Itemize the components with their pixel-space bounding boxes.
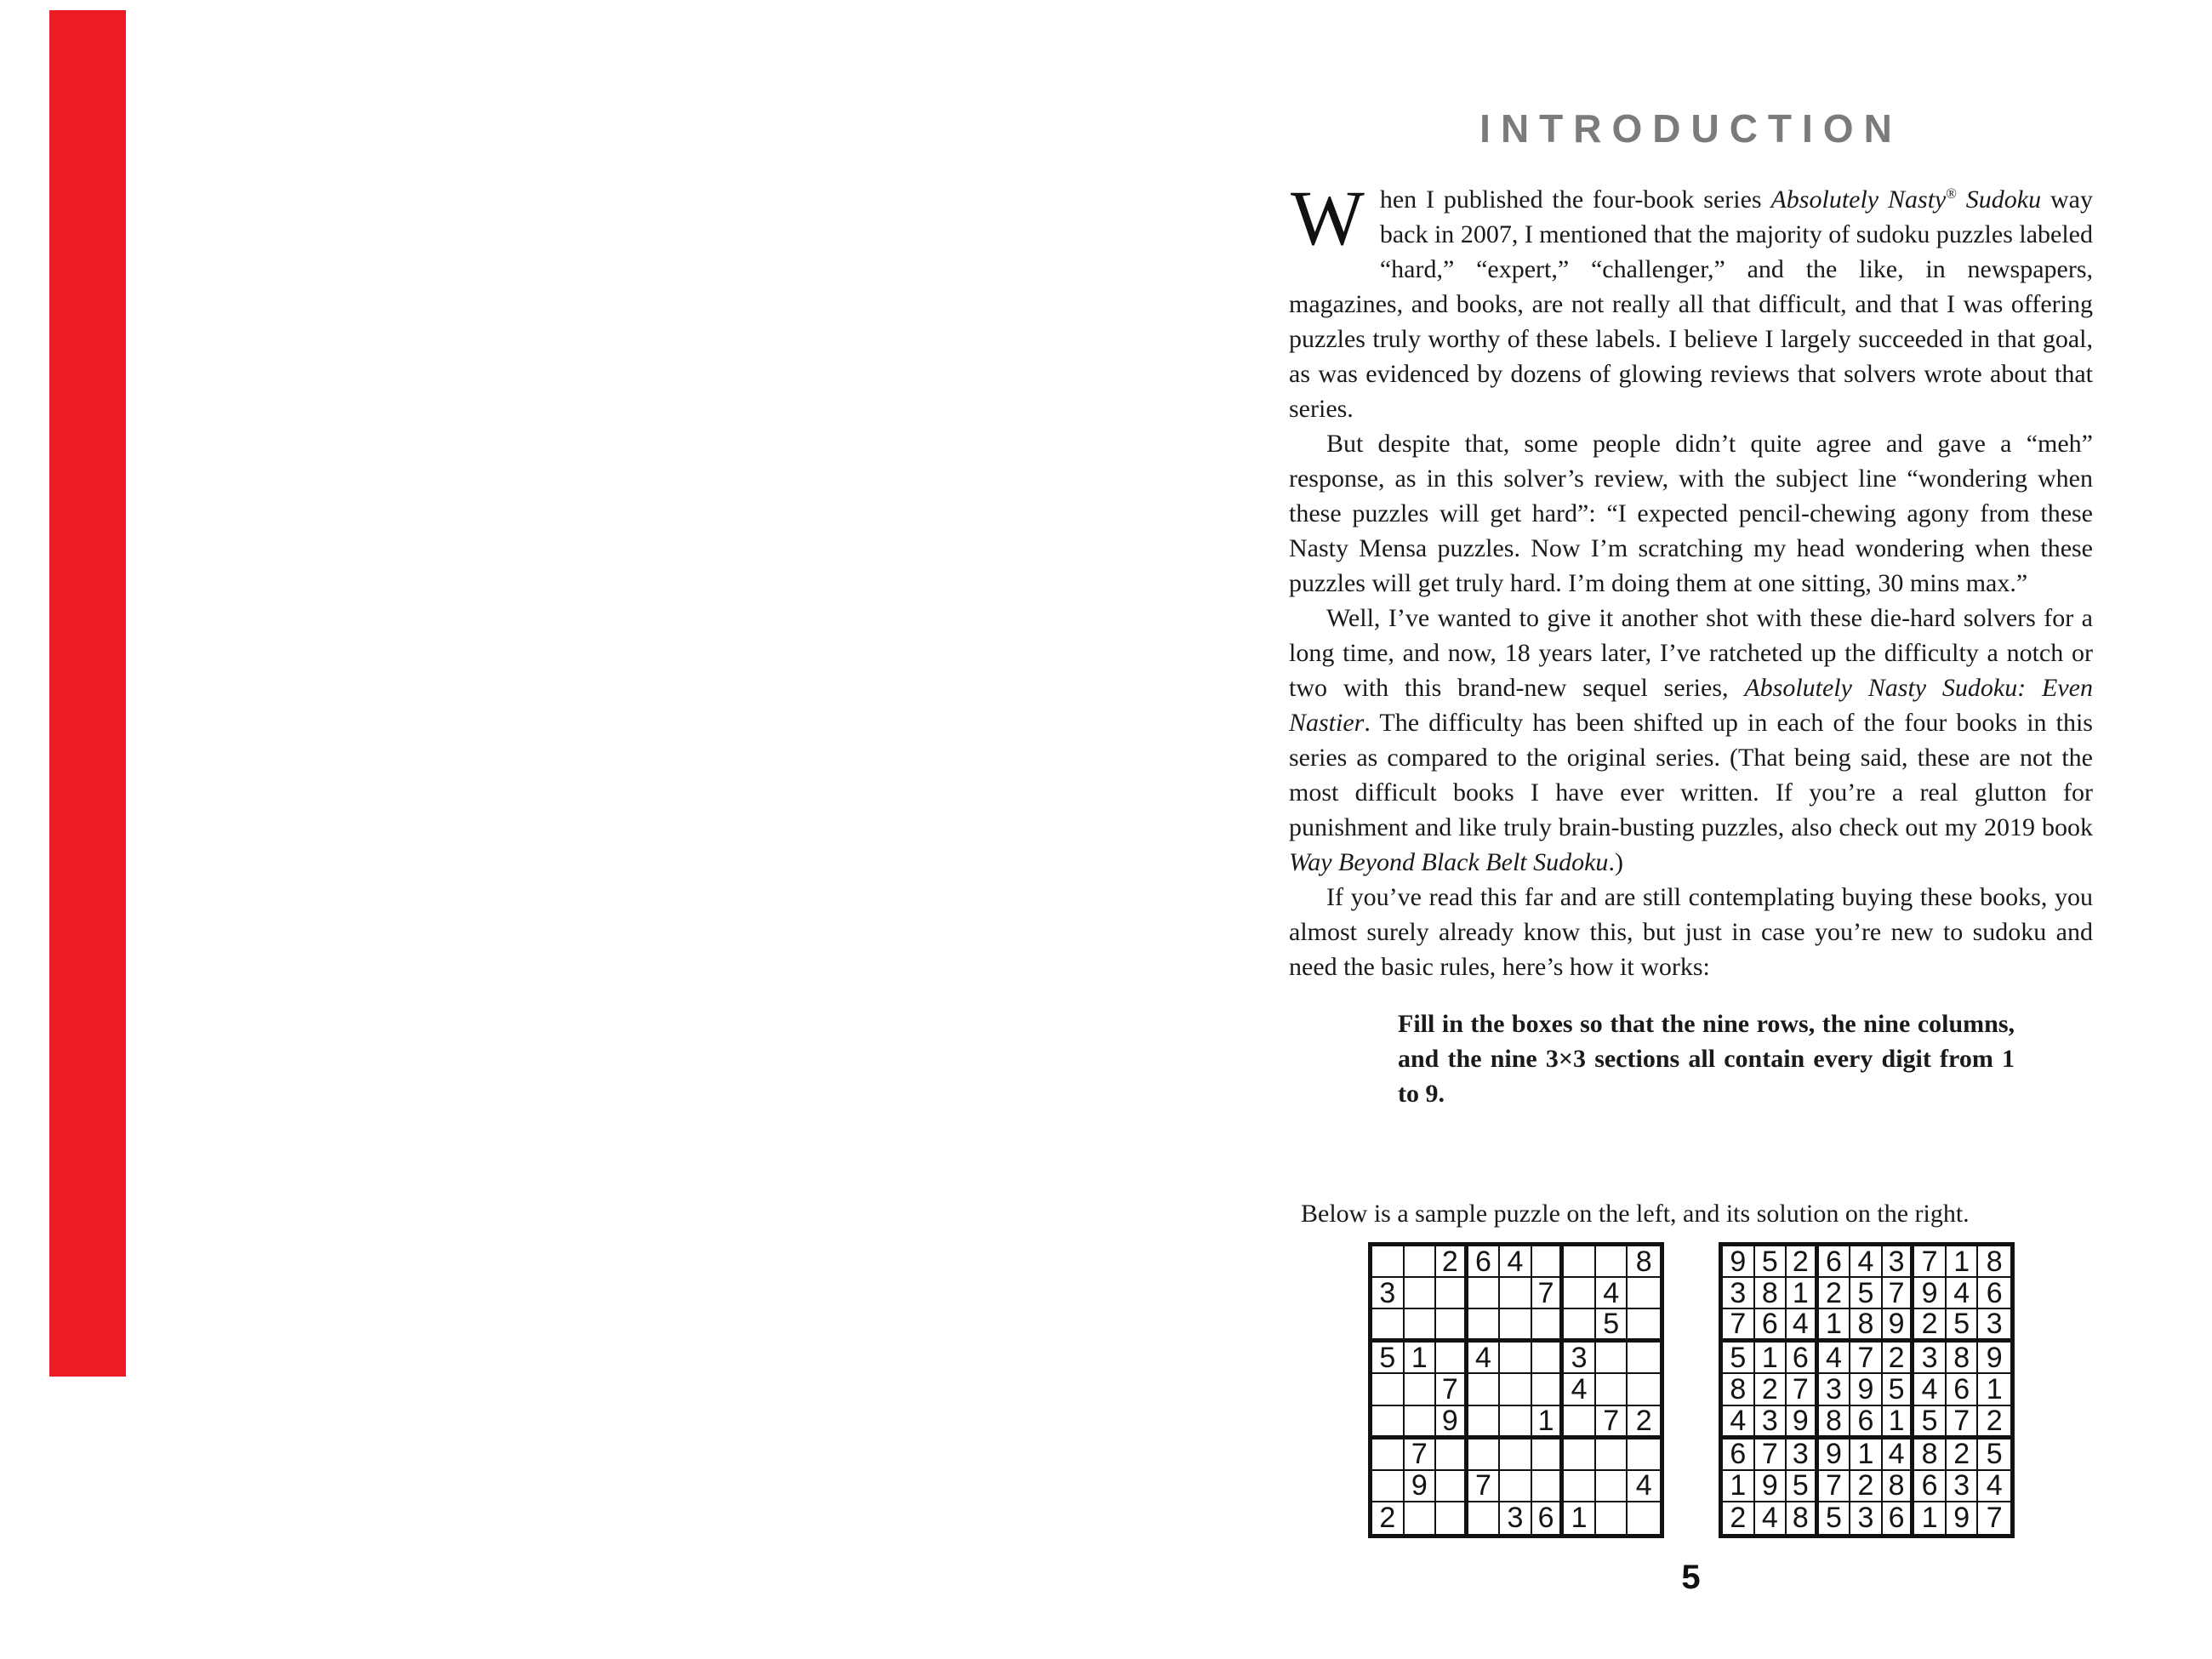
- grid-cell-empty: [1564, 1246, 1596, 1278]
- grid-cell-empty: [1532, 1343, 1565, 1374]
- grid-cell-filled: 3: [1883, 1246, 1915, 1278]
- grid-cell-empty: [1372, 1471, 1405, 1502]
- grid-cell-filled: 5: [1947, 1309, 1979, 1343]
- red-accent-bar: [49, 10, 126, 1377]
- grid-cell-filled: 3: [1947, 1471, 1979, 1502]
- grid-cell-filled: 6: [1819, 1246, 1851, 1278]
- grid-cell-filled: 4: [1596, 1278, 1628, 1309]
- paragraph-3: [1289, 601, 2093, 880]
- text-segment: Well, I’ve wanted to give it another shot with these die-hard solvers for a long time, and now, 18 years later, I’ve ratcheted up the difficulty a notch or two with this brand-new sequel series,: [1289, 604, 2093, 702]
- grid-cell-filled: 6: [1850, 1406, 1883, 1440]
- grid-cell-filled: 6: [1883, 1502, 1915, 1534]
- grid-cell-filled: 9: [1947, 1502, 1979, 1534]
- grid-cell-empty: [1468, 1309, 1501, 1343]
- grid-cell-filled: 9: [1405, 1471, 1437, 1502]
- grid-cell-filled: 9: [1883, 1309, 1915, 1343]
- grid-cell-filled: 5: [1787, 1471, 1819, 1502]
- grid-cell-filled: 1: [1914, 1502, 1947, 1534]
- grid-cell-filled: 2: [1723, 1502, 1755, 1534]
- grid-cell-filled: 8: [1628, 1246, 1660, 1278]
- grid-cell-filled: 7: [1850, 1343, 1883, 1374]
- grid-cell-filled: 8: [1755, 1278, 1787, 1309]
- grid-cell-filled: 4: [1850, 1246, 1883, 1278]
- grid-cell-filled: 4: [1914, 1374, 1947, 1405]
- grid-cell-filled: 7: [1596, 1406, 1628, 1440]
- grid-cell-empty: [1436, 1343, 1468, 1374]
- grid-cell-filled: 1: [1564, 1502, 1596, 1534]
- grid-cell-filled: 3: [1372, 1278, 1405, 1309]
- grid-cell-empty: [1628, 1343, 1660, 1374]
- grid-cell-filled: 5: [1723, 1343, 1755, 1374]
- grid-cell-filled: 6: [1978, 1278, 2010, 1309]
- grid-cell-filled: 7: [1883, 1278, 1915, 1309]
- text-segment: ®: [1946, 185, 1957, 202]
- grid-cell-filled: 1: [1883, 1406, 1915, 1440]
- grid-cell-empty: [1372, 1309, 1405, 1343]
- grid-cell-filled: 9: [1723, 1246, 1755, 1278]
- paragraph-2: [1289, 426, 2093, 601]
- grid-cell-filled: 1: [1755, 1343, 1787, 1374]
- grid-cell-filled: 7: [1986, 1502, 2003, 1535]
- grid-cell-empty: [1372, 1246, 1405, 1278]
- grid-cell-filled: 7: [1436, 1374, 1468, 1405]
- grid-cell-empty: [1564, 1440, 1596, 1471]
- grid-cell-filled: 7: [1723, 1309, 1755, 1343]
- grid-cell-filled: 6: [1914, 1471, 1947, 1502]
- grid-cell-filled: 5: [1883, 1374, 1915, 1405]
- dropcap-w: W: [1291, 174, 1365, 261]
- grid-cell-empty: [1436, 1278, 1468, 1309]
- paragraph-1: [1289, 174, 2093, 426]
- grid-cell-filled: 9: [1755, 1471, 1787, 1502]
- grid-cell-empty: [1564, 1278, 1596, 1309]
- grid-cell-empty: [1468, 1406, 1501, 1440]
- grid-cell-empty: [1500, 1343, 1532, 1374]
- sample-puzzle-grid: [1368, 1242, 1664, 1538]
- grid-cell-filled: 5: [1850, 1278, 1883, 1309]
- grid-cell-empty: [1500, 1309, 1532, 1343]
- grid-cell-filled: 8: [1978, 1246, 2010, 1278]
- grid-cell-empty: [1372, 1374, 1405, 1405]
- grid-cell-filled: 7: [1755, 1440, 1787, 1471]
- grid-cell-filled: 4: [1500, 1246, 1532, 1278]
- paragraph-4: [1289, 880, 2093, 984]
- grid-cell-filled: 3: [1755, 1406, 1787, 1440]
- grid-cell-empty: [1564, 1406, 1596, 1440]
- grid-cell-filled: 3: [1850, 1502, 1883, 1534]
- sudoku-grids: [1368, 1242, 2015, 1538]
- grid-cell-filled: 9: [1819, 1440, 1851, 1471]
- grid-cell-filled: 5: [1372, 1343, 1405, 1374]
- grids-caption: Below is a sample puzzle on the left, and its solution on the right.: [1301, 1200, 1970, 1228]
- grid-cell-empty: [1564, 1309, 1596, 1343]
- grid-cell-filled: 7: [1819, 1471, 1851, 1502]
- grid-cell-filled: 8: [1850, 1309, 1883, 1343]
- grid-cell-filled: 3: [1978, 1309, 2010, 1343]
- grid-cell-filled: 2: [1819, 1278, 1851, 1309]
- grid-cell-filled: 4: [1819, 1343, 1851, 1374]
- grid-cell-empty: [1500, 1374, 1532, 1405]
- grid-cell-filled: 7: [1947, 1406, 1979, 1440]
- grid-cell-empty: [1628, 1374, 1660, 1405]
- grid-cell-filled: 7: [1532, 1278, 1565, 1309]
- grid-cell-empty: [1405, 1374, 1437, 1405]
- grid-cell-filled: 1: [1405, 1343, 1437, 1374]
- grid-cell-empty: [1405, 1502, 1437, 1534]
- grid-cell-filled: 1: [1819, 1309, 1851, 1343]
- grid-cell-empty: [1532, 1440, 1565, 1471]
- grid-cell-filled: 5: [1596, 1309, 1628, 1343]
- grid-cell-empty: [1628, 1309, 1660, 1343]
- grid-cell-empty: [1468, 1278, 1501, 1309]
- grid-cell-filled: 2: [1436, 1246, 1468, 1278]
- grid-cell-filled: 1: [1947, 1246, 1979, 1278]
- grid-cell-filled: 4: [1755, 1502, 1787, 1534]
- grid-cell-empty: [1596, 1471, 1628, 1502]
- paragraph-1-text: [1289, 174, 2093, 423]
- grid-cell-filled: 5: [1914, 1406, 1947, 1440]
- text-segment: Absolutely Nasty Sudoku: Even Nastier: [1289, 674, 2093, 737]
- grid-cell-empty: [1532, 1471, 1565, 1502]
- grid-cell-filled: 6: [1468, 1246, 1501, 1278]
- grid-cell-filled: 3: [1914, 1343, 1947, 1374]
- grid-cell-empty: [1436, 1471, 1468, 1502]
- grid-cell-filled: 9: [1850, 1374, 1883, 1405]
- grid-cell-filled: 3: [1723, 1278, 1755, 1309]
- grid-cell-empty: [1596, 1502, 1628, 1534]
- grid-cell-empty: [1405, 1246, 1437, 1278]
- grid-cell-filled: 4: [1564, 1374, 1596, 1405]
- grid-cell-filled: 5: [1755, 1246, 1787, 1278]
- text-segment: [1957, 185, 1966, 214]
- grid-cell-filled: 7: [1405, 1440, 1437, 1471]
- grid-cell-filled: 2: [1947, 1440, 1979, 1471]
- grid-cell-filled: 1: [1532, 1406, 1565, 1440]
- text-segment: If you’ve read this far and are still contemplating buying these books, you almost surely already know this, but just in case you’re new to sudoku and need the basic rules, here’s how it works:: [1289, 883, 2093, 981]
- text-segment: hen I published the four-book series: [1379, 185, 1771, 214]
- grid-cell-empty: [1532, 1309, 1565, 1343]
- grid-cell-filled: 7: [1914, 1246, 1947, 1278]
- grid-cell-filled: 2: [1372, 1502, 1405, 1534]
- intro-text: [1289, 174, 2093, 1133]
- grid-cell-filled: 4: [1883, 1440, 1915, 1471]
- grid-cell-filled: 3: [1500, 1502, 1532, 1534]
- grid-cell-filled: 1: [1978, 1374, 2010, 1405]
- text-segment: . The difficulty has been shifted up in each of the four books in this series as compared to the original series. (That being said, these are not the most difficult books I have ever written. If you’re a real glutton for punishment and like truly brain-busting puzzles, also check out my 2019 book: [1289, 709, 2093, 841]
- grid-cell-filled: 1: [1787, 1278, 1819, 1309]
- grid-cell-filled: 9: [1787, 1406, 1819, 1440]
- grid-cell-filled: 6: [1787, 1343, 1819, 1374]
- grid-cell-filled: 8: [1787, 1502, 1819, 1534]
- grid-cell-empty: [1500, 1406, 1532, 1440]
- grid-cell-filled: 6: [1947, 1374, 1979, 1405]
- grid-cell-filled: 9: [1436, 1406, 1468, 1440]
- grid-cell-filled: 2: [1850, 1471, 1883, 1502]
- text-segment: But despite that, some people didn’t quite agree and gave a “meh” response, as in this solver’s review, with the subject line “wondering when these puzzles will get hard”: “I expected pencil-chewing agony from these Nasty Mensa puzzles. Now I’m scratching my head wondering when these puzzles will get truly hard. I’m doing them at one sitting, 30 mins max.”: [1289, 430, 2093, 597]
- grid-cell-filled: 2: [1978, 1406, 2010, 1440]
- grid-cell-empty: [1564, 1471, 1596, 1502]
- grid-cell-filled: 9: [1978, 1343, 2010, 1374]
- grid-cell-filled: 3: [1564, 1343, 1596, 1374]
- grid-cell-filled: 4: [1978, 1471, 2010, 1502]
- grid-cell-filled: 7: [1468, 1471, 1501, 1502]
- grid-cell-empty: [1628, 1502, 1660, 1534]
- grid-cell-filled: 5: [1978, 1440, 2010, 1471]
- grid-cell-empty: [1628, 1440, 1660, 1471]
- grid-cell-filled: 8: [1947, 1343, 1979, 1374]
- grid-cell-empty: [1500, 1440, 1532, 1471]
- grid-cell-filled: 8: [1819, 1406, 1851, 1440]
- grid-cell-empty: [1500, 1278, 1532, 1309]
- grid-cell-filled: 2: [1914, 1309, 1947, 1343]
- grid-cell-filled: 7: [1787, 1374, 1819, 1405]
- text-segment: Fill in the boxes so that the nine rows, the nine columns, and the nine 3×3 sections all contain every digit from 1 to 9.: [1398, 1010, 2015, 1108]
- grid-cell-empty: [1372, 1406, 1405, 1440]
- grid-cell-filled: 4: [1787, 1309, 1819, 1343]
- text-segment: way back in 2007, I mentioned that the majority of sudoku puzzles labeled “hard,” “expert,” “challenger,” and the like, in newspapers, magazines, and books, are not really all that difficult, and that I was offering puzzles truly worthy of these labels. I believe I largely succeeded in that goal, as was evidenced by dozens of glowing reviews that solvers wrote about that series.: [1289, 185, 2093, 423]
- grid-cell-empty: [1436, 1502, 1468, 1534]
- grid-cell-filled: 8: [1723, 1374, 1755, 1405]
- grid-cell-filled: 3: [1819, 1374, 1851, 1405]
- grid-cell-empty: [1372, 1440, 1405, 1471]
- grid-cell-filled: 9: [1914, 1278, 1947, 1309]
- grid-cell-filled: 4: [1628, 1471, 1660, 1502]
- grid-cell-empty: [1500, 1471, 1532, 1502]
- grid-cell-empty: [1405, 1309, 1437, 1343]
- grid-cell-filled: 4: [1947, 1278, 1979, 1309]
- text-segment: Absolutely Nasty: [1770, 185, 1947, 214]
- grid-cell-filled: 3: [1787, 1440, 1819, 1471]
- page-number: 5: [1681, 1559, 1701, 1596]
- grid-cell-empty: [1405, 1278, 1437, 1309]
- text-segment: .): [1608, 848, 1623, 876]
- grid-cell-empty: [1468, 1374, 1501, 1405]
- grid-cell-empty: [1628, 1278, 1660, 1309]
- grid-cell-filled: 8: [1883, 1471, 1915, 1502]
- grid-cell-empty: [1436, 1309, 1468, 1343]
- grid-cell-filled: 6: [1723, 1440, 1755, 1471]
- grid-cell-filled: 5: [1819, 1502, 1851, 1534]
- grid-cell-filled: 1: [1723, 1471, 1755, 1502]
- grid-cell-empty: [1596, 1246, 1628, 1278]
- text-segment: Way Beyond Black Belt Sudoku: [1289, 848, 1609, 876]
- grid-cell-filled: 8: [1914, 1440, 1947, 1471]
- grid-cell-empty: [1405, 1406, 1437, 1440]
- text-segment: Sudoku: [1965, 185, 2042, 214]
- grid-cell-empty: [1532, 1246, 1565, 1278]
- grid-cell-filled: 6: [1532, 1502, 1565, 1534]
- grid-cell-filled: 2: [1787, 1246, 1819, 1278]
- grid-cell-filled: 4: [1723, 1406, 1755, 1440]
- grid-cell-empty: [1596, 1343, 1628, 1374]
- grid-cell-empty: [1596, 1440, 1628, 1471]
- sudoku-rules-blockquote: [1398, 1006, 2015, 1111]
- grid-cell-empty: [1596, 1374, 1628, 1405]
- grid-cell-empty: [1532, 1374, 1565, 1405]
- grid-cell-empty: [1436, 1440, 1468, 1471]
- grid-cell-filled: 4: [1468, 1343, 1501, 1374]
- page-title: INTRODUCTION: [1479, 106, 1902, 151]
- grid-cell-empty: [1468, 1502, 1501, 1534]
- grid-cell-empty: [1468, 1440, 1501, 1471]
- grid-cell-filled: 2: [1883, 1343, 1915, 1374]
- grid-cell-filled: 6: [1755, 1309, 1787, 1343]
- grid-cell-filled: 2: [1628, 1406, 1660, 1440]
- grid-cell-filled: 2: [1755, 1374, 1787, 1405]
- sample-solution-grid: [1719, 1242, 2015, 1538]
- grid-cell-filled: 1: [1850, 1440, 1883, 1471]
